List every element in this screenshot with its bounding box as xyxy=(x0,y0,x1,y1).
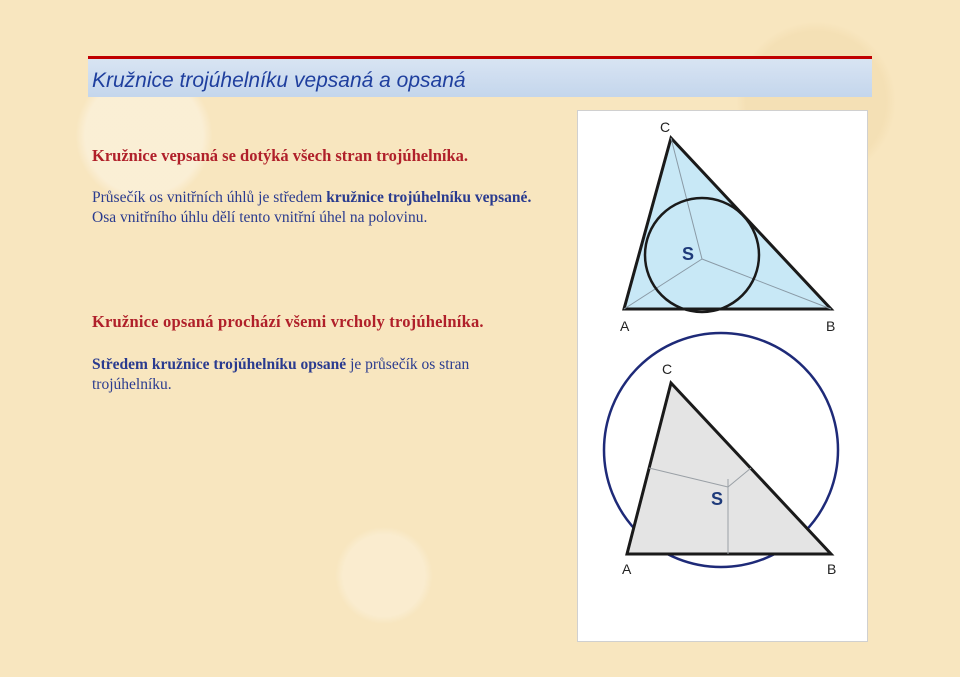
incircle-text-bold: kružnice trojúhelníku vepsané xyxy=(326,189,528,206)
incircle-text-prefix: Průsečík os vnitřních úhlů je středem xyxy=(92,189,327,206)
incircle-figure xyxy=(620,119,835,334)
circumcircle-label-a: A xyxy=(622,561,632,577)
circumcircle-heading: Kružnice opsaná prochází všemi vrcholy trojúhelníka. xyxy=(92,312,484,331)
circumcircle-text-suffix: je průsečík os stran trojúhelníku. xyxy=(92,356,470,393)
circumcircle-label-s: S xyxy=(711,489,724,509)
circumcircle-description xyxy=(92,355,552,395)
circumcircle-heading-block xyxy=(92,312,484,333)
geometry-figures xyxy=(578,111,867,641)
page-title: Kružnice trojúhelníku vepsaná a opsaná xyxy=(92,69,466,92)
circumcircle-triangle xyxy=(627,383,831,554)
circumcircle-label-c: C xyxy=(662,361,673,377)
figure-panel xyxy=(577,110,868,642)
incircle-label-s: S xyxy=(682,244,695,264)
incircle-description xyxy=(92,188,552,228)
incircle-label-b: B xyxy=(826,318,836,334)
incircle-heading: Kružnice vepsaná se dotýká všech stran trojúhelníka. xyxy=(92,146,469,165)
circumcircle-figure xyxy=(604,333,838,577)
circumcircle-text-bold: Středem kružnice trojúhelníku opsané xyxy=(92,356,347,373)
incircle-label-a: A xyxy=(620,318,630,334)
title-bar xyxy=(88,56,872,97)
incircle-label-c: C xyxy=(660,119,671,135)
incircle-heading-block xyxy=(92,146,468,167)
incircle-text-suffix: . xyxy=(527,189,532,206)
incircle-bisector-text: Osa vnitřního úhlu dělí tento vnitřní úhel na polovinu. xyxy=(92,209,428,226)
circumcircle-label-b: B xyxy=(827,561,837,577)
